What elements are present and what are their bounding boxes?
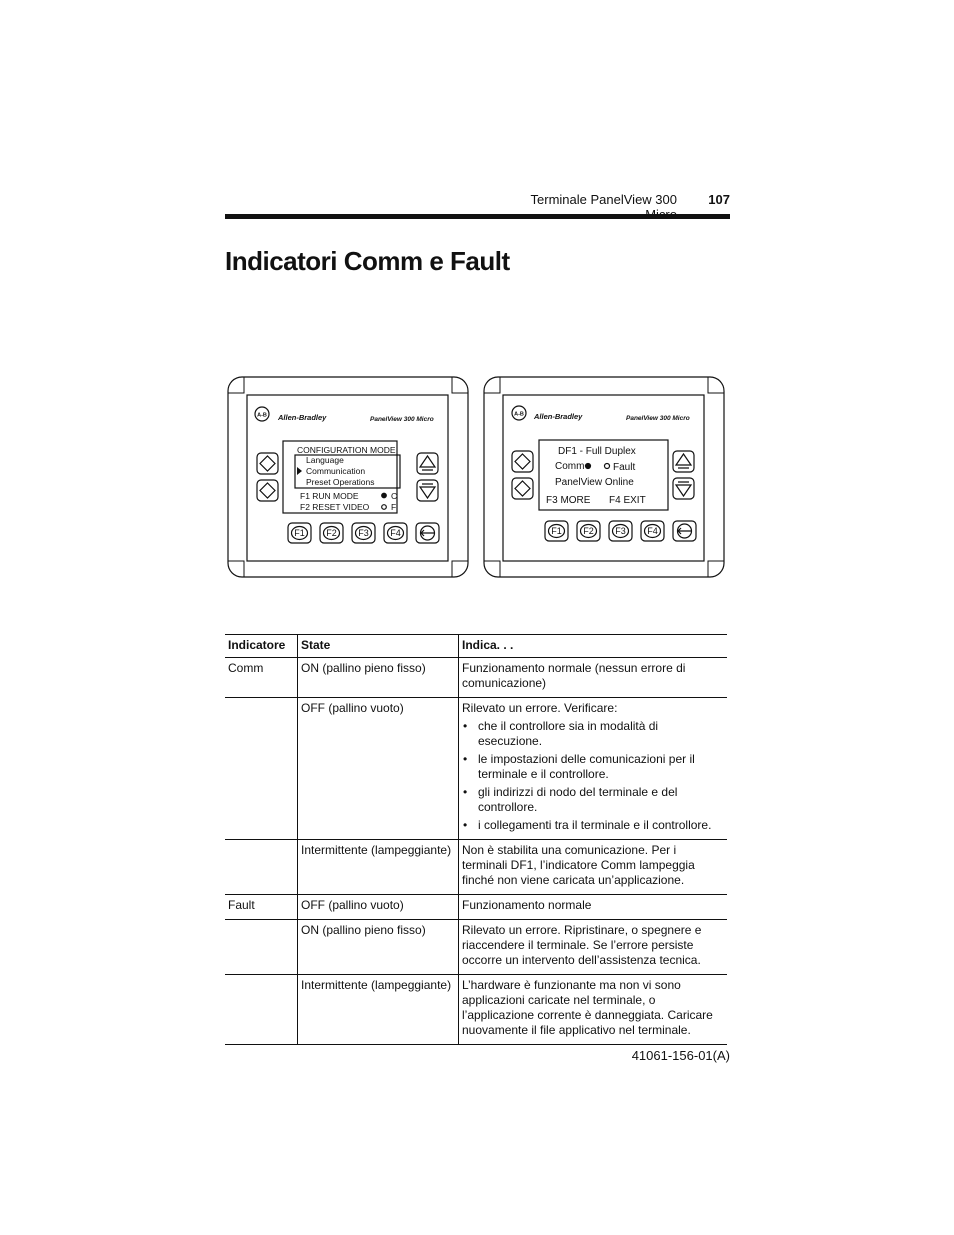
fault-indicator-empty [382,505,387,510]
menu-pointer-icon [297,467,302,475]
svg-text:A-B: A-B [514,411,524,418]
page-number: 107 [708,192,730,207]
cell-indicator: Comm [225,658,298,698]
cell-state: OFF (pallino vuoto) [298,698,459,840]
column-header-meaning: Indica. . . [459,635,728,658]
cell-meaning: Funzionamento normale [459,895,728,920]
lcd-menu-item: Communication [306,466,366,476]
cell-state: Intermittente (lampeggiante) [298,975,459,1045]
bullet-item: • gli indirizzi di nodo del terminale e del controllore. [462,785,724,815]
bullet-item: • i collegamenti tra il terminale e il controllore. [462,818,724,833]
cell-indicator [225,975,298,1045]
lcd-comm-label: Comm [555,461,585,472]
bullet-item: • le impostazioni delle comunicazioni per il terminale e il controllore. [462,752,724,782]
brand-label-left: Allen-Bradley [278,413,327,422]
svg-text:F: F [391,502,397,512]
comm-indicator-filled [382,493,387,498]
section-heading: Indicatori Comm e Fault [225,246,510,276]
svg-text:A-B: A-B [257,412,267,419]
svg-text:F2: F2 [583,526,594,536]
table-row [225,658,727,698]
model-label-left: PanelView 300 Micro [370,416,434,423]
cell-meaning: L’hardware è funzionante ma non vi sono applicazioni caricate nel terminale, o l’applicazione corrente è danneggiata. Caricare nuovamente il file applicativo nel terminale. [459,975,728,1045]
document-code: 41061-156-01(A) [631,1048,730,1063]
header-rule [225,214,730,219]
lcd-fault-label: Fault [613,462,636,473]
svg-text:F3: F3 [615,526,626,536]
lcd-menu-item: Language [306,455,344,465]
terminal-figure [225,375,730,580]
svg-text:F1: F1 [294,528,305,538]
cell-meaning: Funzionamento normale (nessun errore di comunicazione) [459,658,728,698]
svg-text:C: C [391,491,398,501]
svg-text:F4: F4 [647,526,658,536]
comm-indicator-filled [586,464,591,469]
table-header-row [225,635,727,658]
table-row [225,975,727,1045]
fault-indicator-empty [605,464,610,469]
lcd-online-status: PanelView Online [555,477,634,488]
cell-state: ON (pallino pieno fisso) [298,658,459,698]
cell-meaning: Non è stabilita una comunicazione. Per i terminali DF1, l’indicatore Comm lampeggia finché non viene caricata un’applicazione. [459,840,728,895]
terminal-right [484,377,724,577]
cell-state: Intermittente (lampeggiante) [298,840,459,895]
terminal-left [228,377,468,577]
svg-text:F1: F1 [551,526,562,536]
model-label-right: PanelView 300 Micro [626,415,690,422]
cell-state: ON (pallino pieno fisso) [298,920,459,975]
svg-text:F4: F4 [390,528,401,538]
lcd-f1-label: F1 RUN MODE [300,491,359,501]
lcd-f2-label: F2 RESET VIDEO [300,502,370,512]
svg-text:F2: F2 [326,528,337,538]
indicator-table [225,634,727,1045]
lcd-menu-item: Preset Operations [306,477,375,487]
lcd-title: CONFIGURATION MODE [297,445,396,455]
svg-text:F3: F3 [358,528,369,538]
cell-state: OFF (pallino vuoto) [298,895,459,920]
table-row [225,840,727,895]
lcd-protocol: DF1 - Full Duplex [558,446,636,457]
cell-indicator: Fault [225,895,298,920]
cell-indicator [225,920,298,975]
cell-indicator [225,840,298,895]
lcd-f4-label: F4 EXIT [609,495,646,506]
column-header-state: State [298,635,459,658]
running-header-title: Terminale PanelView 300 [530,192,677,207]
bullet-item: • che il controllore sia in modalità di esecuzione. [462,719,724,749]
table-row [225,698,727,840]
lcd-f3-label: F3 MORE [546,495,591,506]
cell-meaning [459,698,728,840]
table-row [225,920,727,975]
column-header-indicator: Indicatore [225,635,298,658]
table-row [225,895,727,920]
cell-meaning: Rilevato un errore. Ripristinare, o spegnere e riaccendere il terminale. Se l’errore persiste occorre un intervento dell’assistenza tecnica. [459,920,728,975]
brand-label-right: Allen-Bradley [534,412,583,421]
cell-indicator [225,698,298,840]
meaning-text: Rilevato un errore. Verificare: [462,701,618,715]
